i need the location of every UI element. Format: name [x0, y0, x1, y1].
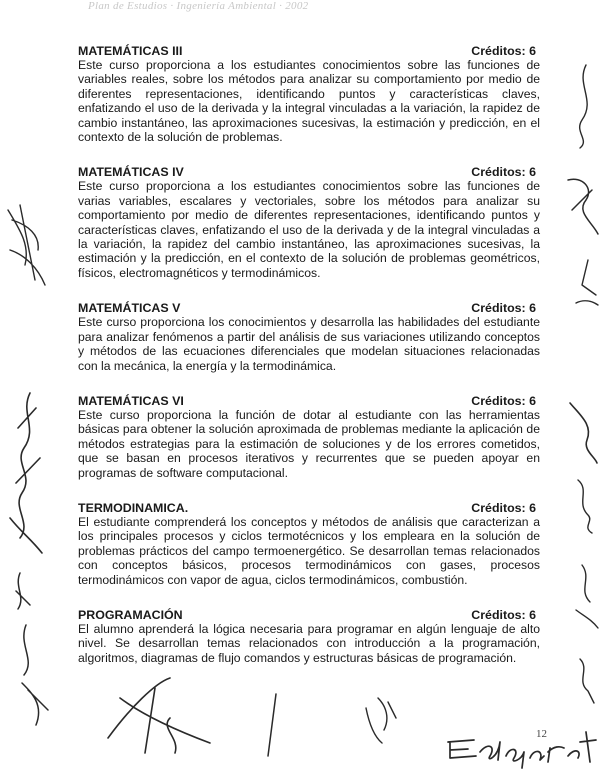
course-description: El estudiante comprenderá los conceptos y métodos de análisis que caracterizan a los principales procesos y ciclos termotécnicos y los empleara en la solución de problemas prácticos del campo termoenergético. Se desarrollan temas relacionados con conceptos básicos, procesos termodinámicos con gases, procesos termodinámicos con vapor de agua, ciclos termodinámicos, combustión.	[78, 514, 540, 587]
course-block	[78, 44, 540, 144]
course-heading	[78, 44, 540, 58]
bottom-signature-2	[262, 690, 282, 760]
course-credits: Créditos: 6	[471, 301, 536, 316]
margin-signature-right-7	[570, 655, 600, 705]
course-description: Este curso proporciona los conocimientos y desarrolla las habilidades del estudiante para analizar fenómenos a partir del análisis de sus variaciones utilizando conceptos y métodos de las ecuaciones diferenciales que modelan situaciones relacionadas con la mecánica, la energía y la termodinámica.	[78, 315, 540, 373]
course-heading	[78, 608, 540, 622]
course-title: TERMODINAMICA.	[78, 500, 189, 515]
bottom-signature-edgar	[440, 712, 600, 770]
course-heading	[78, 301, 540, 315]
course-block	[78, 165, 540, 280]
running-header: Plan de Estudios · Ingeniería Ambiental · 2002	[88, 0, 309, 12]
course-title: MATEMÁTICAS V	[78, 301, 181, 316]
margin-signature-right-4	[565, 395, 600, 465]
course-title: MATEMÁTICAS VI	[78, 393, 184, 408]
course-description: Este curso proporciona a los estudiantes conocimientos sobre las funciones de variables reales, sobre los métodos para analizar su comportamiento por medio de diferentes representaciones, identificando puntos y características claves, enfatizando el uso de la derivada y la integral vinculadas a la variación, la rapidez de cambio instantáneo, las aproximaciones sucesivas, la estimación y predicción, en el contexto de la solución de problemas.	[78, 58, 540, 145]
margin-signature-left-top	[0, 190, 60, 300]
bottom-signature-3	[360, 688, 400, 748]
course-credits: Créditos: 6	[471, 393, 536, 408]
margin-signature-right-1	[568, 60, 600, 150]
course-description: El alumno aprenderá la lógica necesaria para programar en algún lenguaje de alto nivel. Se desarrollan temas relacionados con introducción a la programación, algoritmos, diagramas de flujo comandos y estructuras básicas de programación.	[78, 621, 540, 665]
course-heading	[78, 394, 540, 408]
margin-signature-right-2	[562, 170, 600, 240]
margin-signature-left-vertical	[0, 388, 52, 563]
course-block	[78, 301, 540, 373]
course-credits: Créditos: 6	[471, 500, 536, 515]
margin-signature-right-6	[568, 560, 600, 630]
course-title: MATEMÁTICAS IV	[78, 165, 184, 180]
course-title: PROGRAMACIÓN	[78, 607, 183, 622]
page-number: 12	[536, 728, 547, 740]
course-credits: Créditos: 6	[471, 607, 536, 622]
course-block	[78, 394, 540, 480]
margin-signature-right-3	[568, 255, 600, 310]
course-block	[78, 501, 540, 587]
course-credits: Créditos: 6	[471, 44, 536, 58]
margin-signature-right-5	[568, 475, 600, 535]
bottom-signature-1	[100, 668, 220, 758]
course-heading	[78, 165, 540, 179]
course-title: MATEMÁTICAS III	[78, 44, 183, 58]
course-description: Este curso proporciona a los estudiantes conocimientos sobre las funciones de varias variables, escalares y vectoriales, sobre los métodos para analizar su comportamiento por medio de diferentes representaciones, identificando puntos y características claves, enfatizando el uso de la derivada y de la integral vinculadas a la variación, la rapidez del cambio instantáneo, las aproximaciones sucesivas, la estimación y la predicción, en el contexto de la solución de problemas geométricos, físicos, electromagnéticos y termodinámicos.	[78, 179, 540, 280]
course-list	[78, 44, 540, 686]
course-description: Este curso proporciona la función de dotar al estudiante con las herramientas básicas para obtener la solución aproximada de problemas mediante la aplicación de métodos estrategias para la estimación de soluciones y de los errores cometidos, que se basan en procesos iterativos y recurrentes que se pueden apoyar en programas de software computacional.	[78, 407, 540, 480]
margin-signature-left-low	[8, 565, 63, 735]
course-heading	[78, 501, 540, 515]
course-block	[78, 608, 540, 665]
course-credits: Créditos: 6	[471, 165, 536, 180]
